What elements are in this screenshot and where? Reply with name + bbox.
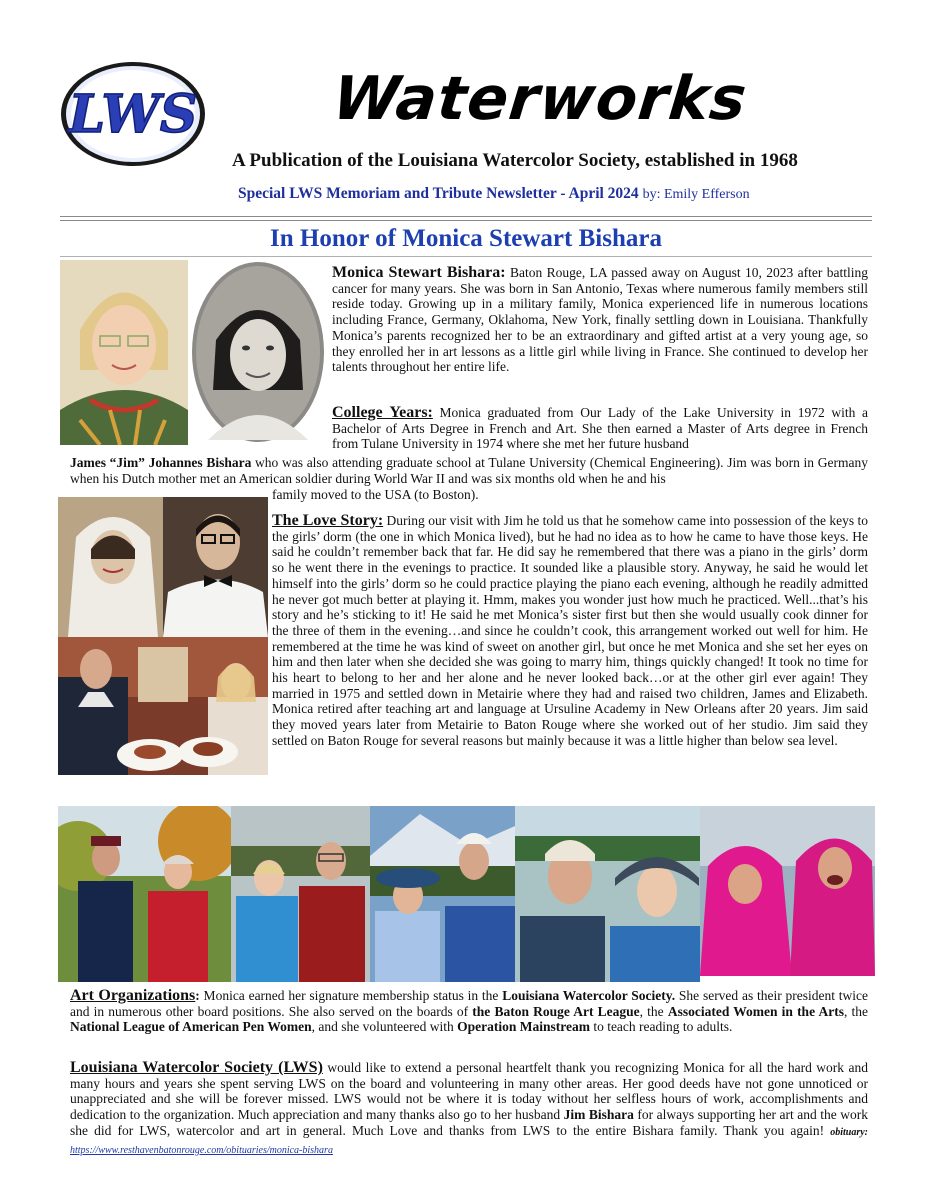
- lws-text-1: would like to extend a personal heartfelt thank you recognizing Monica for all the hard work and many hours and years she spent serving LWS on the board and volunteering in many other areas. Her good deeds have not gone unnoticed or unappreciated and she will be forever missed. LWS would not be where it is today without her selfless hours of work, accomplishments and dedication to the organization. Much appreciation and many thanks also go to her husband: [70, 1060, 868, 1123]
- art-pen-women: National League of American Pen Women: [70, 1019, 312, 1035]
- special-edition-title: Special LWS Memoriam and Tribute Newsletter - April 2024: [238, 185, 639, 202]
- art-text-6: to teach reading to adults.: [589, 1019, 733, 1035]
- photo-wedding: [58, 497, 268, 637]
- intro-paragraph: [332, 265, 868, 375]
- logo-text: LWS: [68, 84, 198, 145]
- love-story-paragraph: [272, 513, 868, 749]
- art-organizations-paragraph: [70, 988, 868, 1035]
- intro-body: Baton Rouge, LA passed away on August 10, 2023 after battling cancer for many years. She was born in San Antonio, Texas where numerous family members still reside today. Growing up in a military family, Monica experienced life in numerous locations including France, Germany, Oklahoma, New York, finally settling down in Louisiana. Thankfully Monica’s parents recognized her to be an extraordinary and gifted artist at a very young age, so they enrolled her in art lessons as a little girl while living in France. She continued to develop her talents throughout her entire life.: [332, 265, 869, 375]
- college-paragraph-end: [272, 487, 868, 503]
- jim-bishara: Jim Bishara: [563, 1107, 634, 1123]
- art-text-3: , the: [639, 1003, 668, 1019]
- newsletter-subtitle: A Publication of the Louisiana Watercolor Society, established in 1968: [232, 150, 798, 171]
- photo-couple-rain-ponchos: [700, 806, 875, 976]
- lws-text-2: for always supporting her art and the work she did for LWS, watercolor and art in general. Much Love and thanks from LWS to the entire Bishara family. Thank you again!: [70, 1107, 868, 1138]
- photo-restaurant: [58, 637, 268, 775]
- college-body: Monica graduated from Our Lady of the Lake University in 1972 with a Bachelor of Arts Degree in French and Art. She then earned a Master of Arts degree in French from Tulane University in 1974 where she met her future husband: [332, 405, 869, 452]
- college-body-3: family moved to the USA (to Boston).: [272, 487, 479, 502]
- art-colon: :: [195, 988, 200, 1003]
- lws-logo: [58, 60, 208, 168]
- art-text-1: Monica earned her signature membership status in the: [199, 988, 503, 1003]
- newsletter-title: Waterworks: [329, 64, 751, 134]
- divider-heading: [60, 256, 872, 257]
- divider-top: [60, 216, 872, 217]
- photo-couple-autumn: [58, 806, 231, 982]
- college-paragraph: [332, 405, 868, 452]
- jim-name: James “Jim” Johannes Bishara: [70, 455, 252, 470]
- byline: by: Emily Efferson: [642, 187, 750, 202]
- intro-lead: Monica Stewart Bishara:: [332, 264, 506, 281]
- obituary-label: obituary:: [830, 1126, 868, 1138]
- photo-couple-river: [515, 806, 700, 982]
- college-body-2: who was also attending graduate school at Tulane University (Chemical Engineering). Jim was born in Germany when his Dutch mother met an American soldier during World War II and was six months old when he and his: [70, 455, 868, 486]
- art-lws: Louisiana Watercolor Society.: [502, 988, 676, 1003]
- photo-monica-portrait: [60, 260, 188, 445]
- art-text-4: , the: [843, 1003, 868, 1019]
- photo-couple-lake: [231, 806, 370, 982]
- love-story-heading: The Love Story:: [272, 512, 384, 529]
- photo-monica-young: [188, 260, 328, 445]
- art-associated-women: Associated Women in the Arts: [667, 1003, 844, 1019]
- lws-thanks-paragraph: [70, 1060, 868, 1158]
- love-story-body: During our visit with Jim he told us that he somehow came into possession of the keys to the girls’ dorm (the one in which Monica lived), but he had no idea as to how he came to have those keys. He said he couldn’t remember back that far. He did say he remembered that there was a piano in the girls’ dorm so he went there in the evenings to practice. It sounded like a plausible story. Anyway, he said he would let himself into the girls’ dorm so he could practice playing the piano each evening, although he readily admitted he never got much better at playing it. Hmm, makes you wonder just how much he practiced. Well...that’s his story and he’s sticking to it! He said he met Monica’s sister first but then she would usually cook dinner for the three of them in the evening…and since he couldn’t cook, this arrangement worked out well for him. He remembered at the time he was kind of sweet on another girl, but once he met Monica and she set her eyes on him and then later when she decided she was going to marry him, things quickly changed! It took no time for his heart to belong to her and her alone and he never looked back…or at the other girl ever again! They married in 1975 and settled down in Metairie where they had and raised two children, James and Elizabeth. Monica retired after teaching art and language at Ursuline Academy in New Orleans after 20 years. Jim said they moved years later from Metairie to Baton Rouge where she worked out of her studio. Jim said they settled on Baton Rouge for several reasons but mainly because it was a little higher than below sea level.: [272, 513, 869, 748]
- art-text-5: , and she volunteered with: [311, 1019, 458, 1035]
- art-text-2: She served as their president twice and in numerous other board positions. She also served on the boards of: [70, 988, 868, 1019]
- tribute-heading: In Honor of Monica Stewart Bishara: [270, 225, 662, 252]
- college-heading: College Years:: [332, 404, 433, 421]
- special-edition-line: [238, 185, 750, 203]
- lws-thanks-heading: Louisiana Watercolor Society (LWS): [70, 1059, 323, 1076]
- art-baton-rouge-league: the Baton Rouge Art League: [472, 1003, 640, 1019]
- art-operation-mainstream: Operation Mainstream: [457, 1019, 590, 1035]
- college-paragraph-cont: [70, 455, 868, 486]
- divider-top-2: [60, 220, 872, 221]
- obituary-link[interactable]: https://www.resthavenbatonrouge.com/obituaries/monica-bishara: [70, 1144, 333, 1156]
- art-organizations-heading: Art Organizations: [70, 987, 196, 1004]
- photo-couple-mountain: [370, 806, 515, 982]
